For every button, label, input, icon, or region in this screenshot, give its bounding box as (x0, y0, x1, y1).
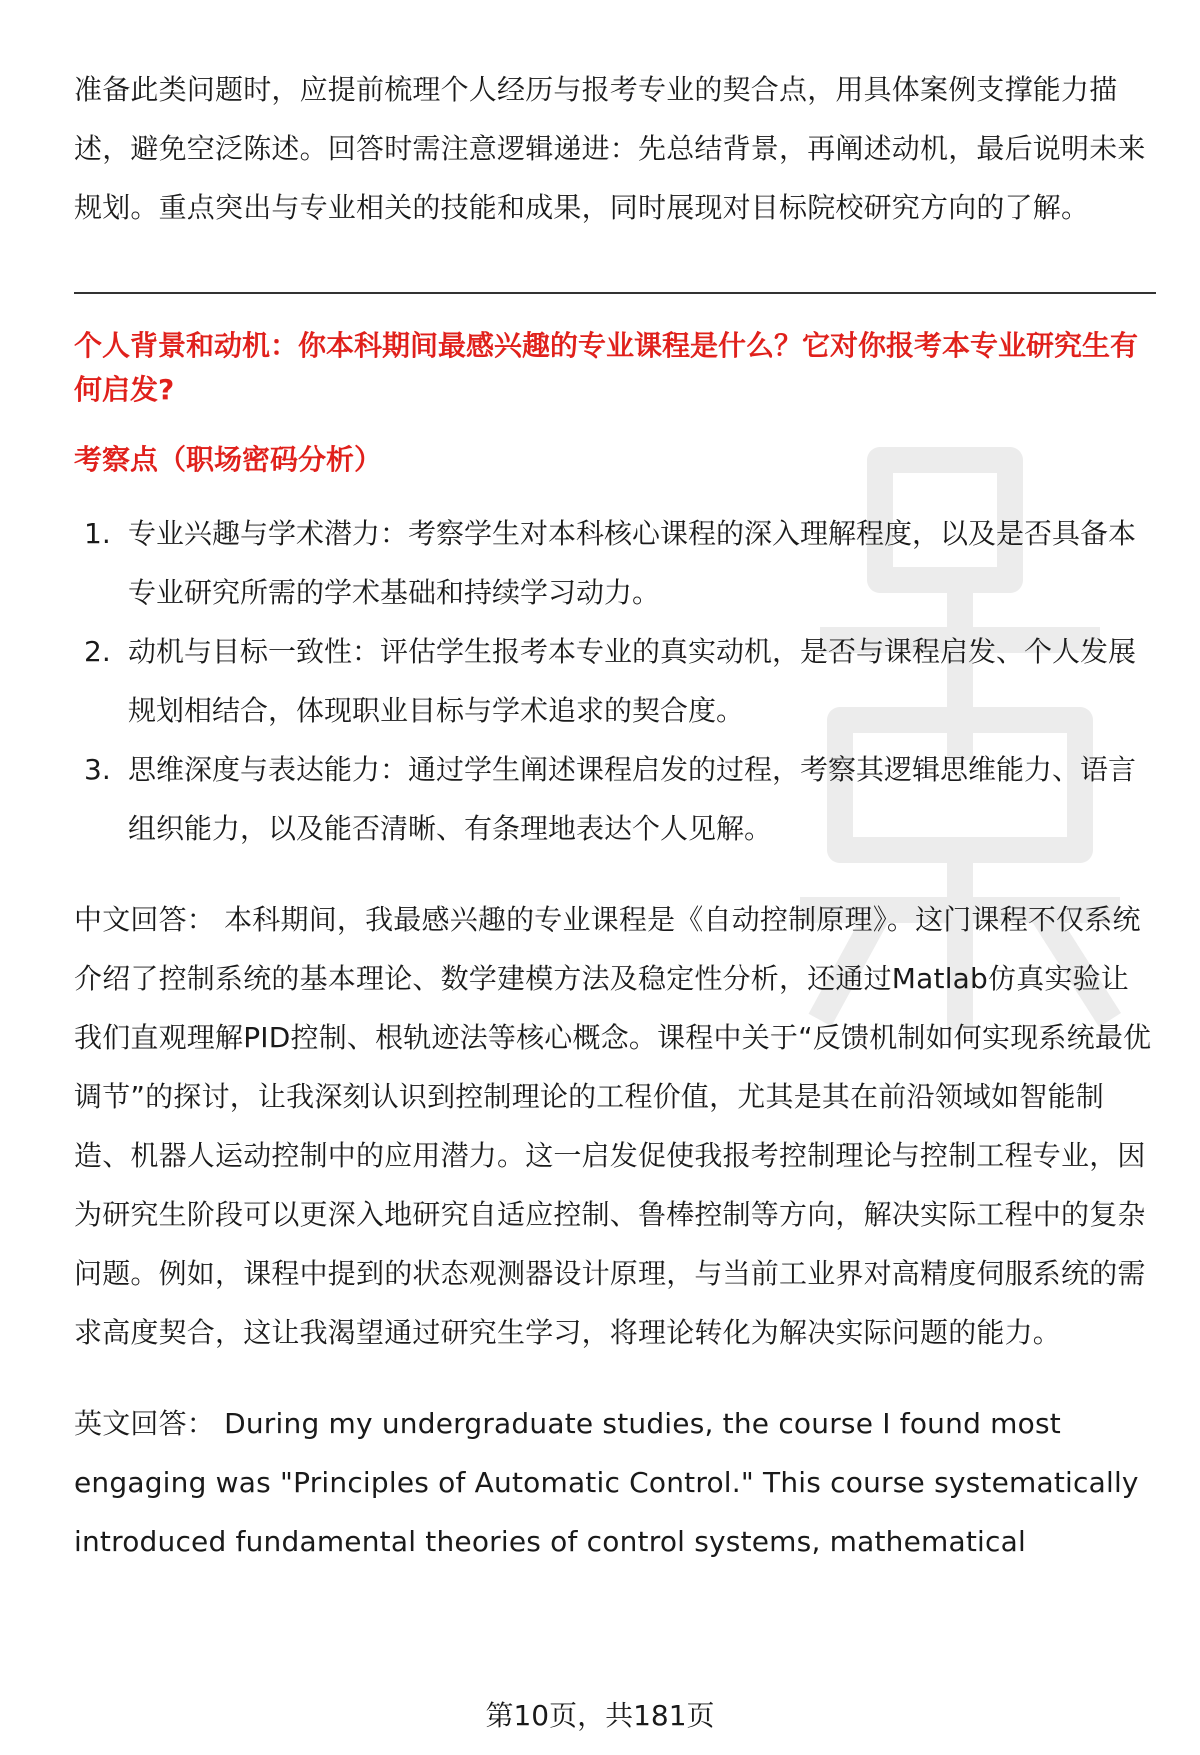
section-divider (74, 292, 1156, 294)
chinese-answer: 中文回答： 本科期间，我最感兴趣的专业课程是《自动控制原理》。这门课程不仅系统介绍了控制系统的基本理论、数学建模方法及稳定性分析，还通过Matlab仿真实验让我们直观理解PID控制、根轨迹法等核心概念。课程中关于“反馈机制如何实现系统最优调节”的探讨，让我深刻认识到控制理论的工程价值，尤其是其在前沿领域如智能制造、机器人运动控制中的应用潜力。这一启发促使我报考控制理论与控制工程专业，因为研究生阶段可以更深入地研究自适应控制、鲁棒控制等方向，解决实际工程中的复杂问题。例如，课程中提到的状态观测器设计原理，与当前工业界对高精度伺服系统的需求高度契合，这让我渴望通过研究生学习，将理论转化为解决实际问题的能力。 (74, 903, 1152, 1349)
question-heading: 个人背景和动机：你本科期间最感兴趣的专业课程是什么？它对你报考本专业研究生有何启发? (74, 329, 1139, 406)
list-item-number: 3. (84, 753, 111, 786)
list-item-text: 专业兴趣与学术潜力：考察学生对本科核心课程的深入理解程度，以及是否具备本专业研究所需的学术基础和持续学习动力。 (128, 517, 1137, 609)
list-item-number: 1. (84, 517, 111, 550)
list-item-number: 2. (84, 635, 111, 668)
list-item (74, 740, 1156, 858)
intro-paragraph: 准备此类问题时，应提前梳理个人经历与报考专业的契合点，用具体案例支撑能力描述，避免空泛陈述。回答时需注意逻辑递进：先总结背景，再阐述动机，最后说明未来规划。重点突出与专业相关的技能和成果，同时展现对目标院校研究方向的了解。 (74, 73, 1146, 224)
evaluation-points-list (74, 504, 1156, 858)
list-item-text: 思维深度与表达能力：通过学生阐述课程启发的过程，考察其逻辑思维能力、语言组织能力，以及能否清晰、有条理地表达个人见解。 (128, 753, 1137, 845)
list-item-text: 动机与目标一致性：评估学生报考本专业的真实动机，是否与课程启发、个人发展规划相结合，体现职业目标与学术追求的契合度。 (128, 635, 1137, 727)
page-number-footer: 第10页，共181页 (485, 1699, 715, 1732)
kaocha-heading: 考察点（职场密码分析） (74, 443, 383, 476)
list-item (74, 622, 1156, 740)
list-item (74, 504, 1156, 622)
document-page (74, 60, 1156, 1571)
english-answer: 英文回答： During my undergraduate studies, the course I found most engaging was "Principles of Automatic Control." This course systematically introduced fundamental theories of control systems, mathematical (74, 1407, 1139, 1558)
